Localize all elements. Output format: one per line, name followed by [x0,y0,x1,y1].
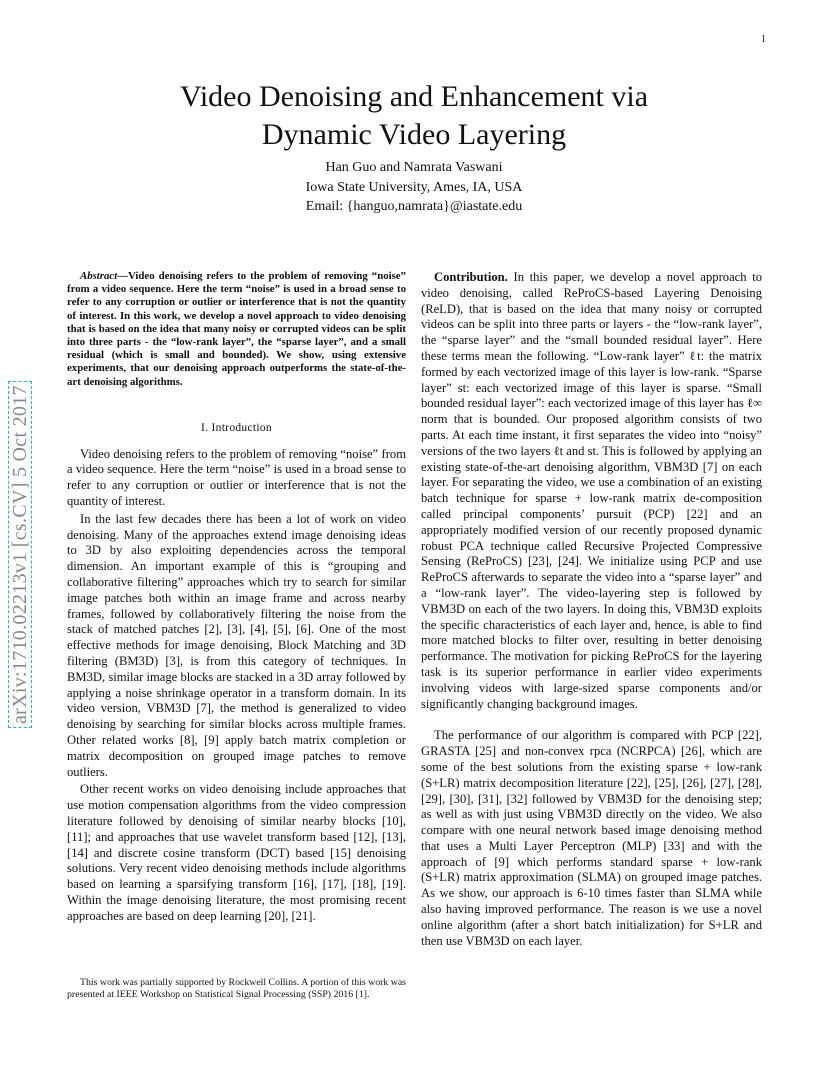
title-line-2: Dynamic Video Layering [261,118,567,151]
arxiv-id-link[interactable]: arXiv:1710.02213v1 [cs.CV] 5 Oct 2017 [8,381,32,728]
affiliation: Iowa State University, Ames, IA, USA [305,180,523,195]
paper-title [0,78,828,154]
arxiv-stamp[interactable] [9,268,32,728]
title-line-1: Video Denoising and Enhancement via [179,80,649,113]
abstract [67,270,406,389]
section-heading: I. Introduction [201,421,272,434]
right-column [421,270,762,949]
authors: Han Guo and Namrata Vaswani [325,160,503,175]
contribution-label: Contribution. [434,270,508,284]
email: Email: {hanguo,namrata}@iastate.edu [305,199,523,214]
footnote: This work was partially supported by Rockwell Collins. A portion of this work was presented at IEEE Workshop on Statistical Signal Processing (SSP) 2016 [1]. [67,977,406,1000]
contribution-paragraph [421,270,762,712]
intro-paragraph-1: Video denoising refers to the problem of removing “noise” from a video sequence. Here the term “noise” is used in a broad sense to refer to any corruption or outlier or interference that is not the quantity of interest. [67,446,406,509]
contribution-text: In this paper, we develop a novel approach to video denoising, called ReProCS-based Layering Denoising (ReLD), that is based on the idea that many noisy or corrupted videos can be split into three parts or layers - the “low-rank layer”, the “sparse layer” and the “small bounded residual layer”. Here these terms mean the following. “Low-rank layer” ℓt: the matrix formed by each vectorized image of this layer is low-rank. “Sparse layer” st: each vectorized image of this layer is sparse. “Small bounded residual layer”: each vectorized image of this layer has ℓ∞ norm that is bounded. Our proposed algorithm consists of two parts. At each time instant, it first separates the video into “noisy” versions of the two layers ℓt and st. This is followed by applying an existing state-of-the-art denoising algorithm, VBM3D [7] on each layer. For separating the video, we use a combination of an existing batch technique for sparse + low-rank matrix de-composition called principal components’ pursuit (PCP) [22] and an appropriately modified version of our recently proposed dynamic robust PCA technique called Recursive Projected Compressive Sensing (ReProCS) [23], [24]. We initialize using PCP and use ReProCS afterwards to separate the video into a “sparse layer” and a “low-rank layer”. The video-layering step is followed by VBM3D on each of the two layers. In doing this, VBM3D exploits the specific characteristics of each layer and, hence, is able to find more matched blocks to filter over, resulting in better denoising performance. The motivation for picking ReProCS for the layering task is its superior performance in earlier video experiments involving videos with large-sized sparse components and/or significantly changing background images. [421,270,762,711]
performance-paragraph: The performance of our algorithm is compared with PCP [22], GRASTA [25] and non-convex rpca (NCRPCA) [26], which are some of the best solutions from the existing sparse + low-rank (S+LR) matrix decomposition literature [22], [25], [26], [27], [28], [29], [30], [31], [32] followed by VBM3D for the denoising step; as well as with just using VBM3D directly on the video. We also compare with one neural network based image denoising method that uses a Multi Layer Perceptron (MLP) [33] and with the approach of [9] which performs standard sparse + low-rank (S+LR) matrix approximation (SLMA) on grouped image patches. As we show, our approach is 6-10 times faster than SLMA while also having improved performance. The reason is we use a novel online algorithm (after a short batch initialization) for S+LR and then use VBM3D on each layer. [421,728,762,948]
intro-paragraph-3: Other recent works on video denoising include approaches that use motion compensation algorithms from the video compression literature followed by denoising of similar nearby blocks [10], [11]; and approaches that use wavelet transform based [12], [13], [14] and discrete cosine transform (DCT) based [15] denoising solutions. Very recent video denoising methods include algorithms based on learning a sparsifying transform [16], [17], [18], [19]. Within the image denoising literature, the most promising recent approaches are based on deep learning [20], [21]. [67,782,406,923]
left-column [67,270,406,925]
abstract-label: Abstract [80,270,118,282]
intro-paragraph-2: In the last few decades there has been a lot of work on video denoising. Many of the approaches extend image denoising ideas to 3D by also exploiting dependencies across the temporal dimension. An important example of this is “grouping and collaborative filtering” approaches which try to search for similar image patches both within an image frame and across nearby frames, followed by collaboratively filtering the noise from the stack of matched patches [2], [3], [4], [5], [6]. One of the most effective methods for image denoising, Block Matching and 3D filtering (BM3D) [3], is from this category of techniques. In BM3D, similar image blocks are stacked in a 3D array followed by applying a noise shrinkage operator in a transform domain. In its video version, VBM3D [7], the method is generalized to video denoising by searching for similar blocks across multiple frames. Other related works [8], [9] apply batch matrix completion or matrix decomposition on grouped image patches to remove outliers. [67,511,406,779]
abstract-text: —Video denoising refers to the problem of removing “noise” from a video sequence. Here the term “noise” is used in a broad sense to refer to any corruption or outlier or interference that is not the quantity of interest. In this work, we develop a novel approach to video denoising that is based on the idea that many noisy or corrupted videos can be split into three parts - the “low-rank layer”, the “sparse layer”, and a small residual (which is small and bounded). We show, using extensive experiments, that our denoising approach outperforms the state-of-the-art denoising algorithms. [67,270,406,388]
page-number: 1 [761,34,766,45]
